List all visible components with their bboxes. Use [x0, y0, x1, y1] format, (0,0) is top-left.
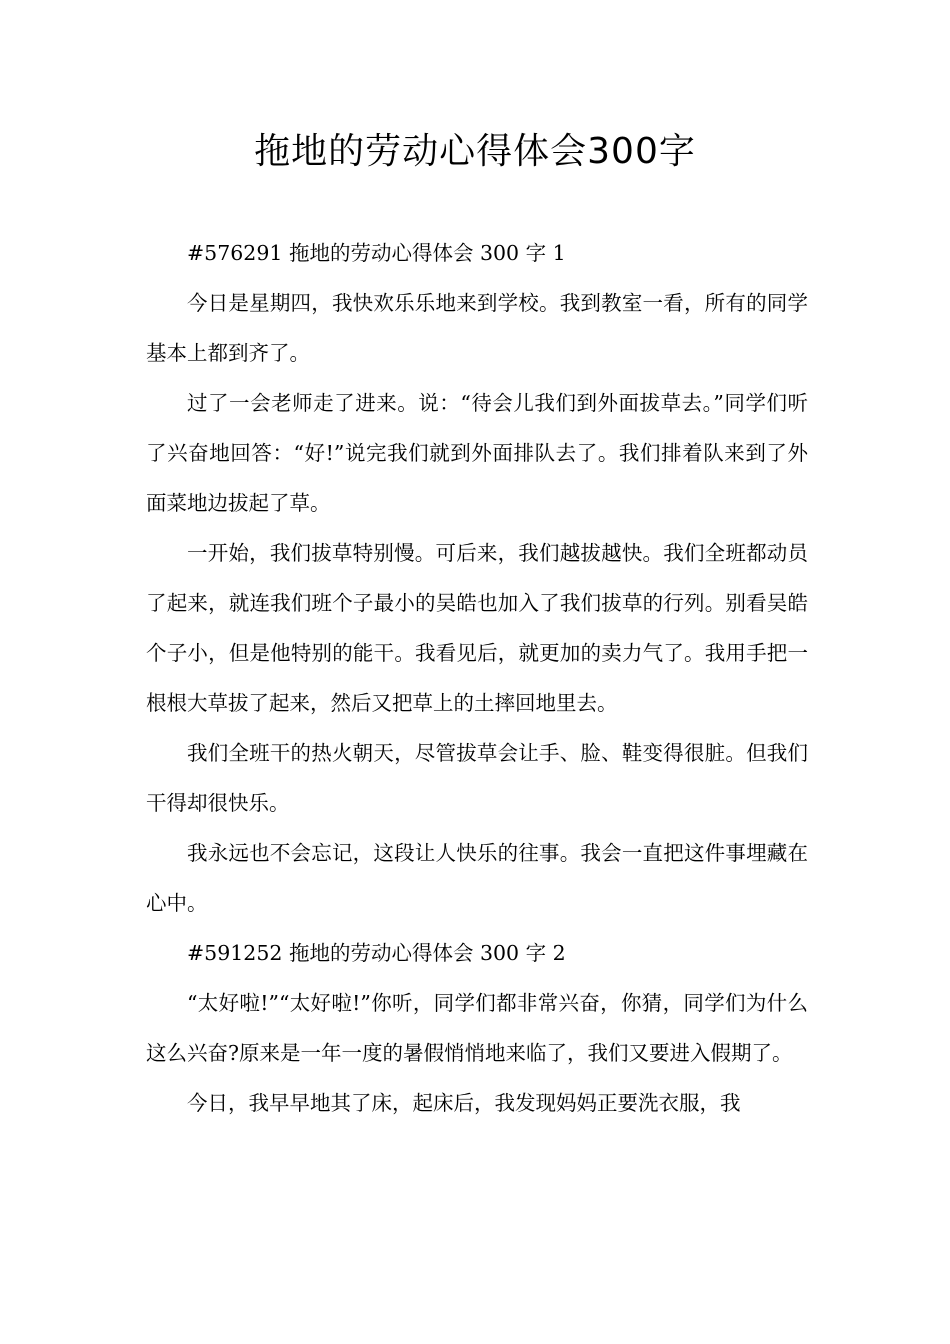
- paragraph: 我们全班干的热火朝天，尽管拔草会让手、脸、鞋变得很脏。但我们干得却很快乐。: [146, 741, 808, 815]
- paragraph: 今日是星期四，我快欢乐乐地来到学校。我到教室一看，所有的同学基本上都到齐了。: [146, 291, 808, 365]
- paragraph: 我永远也不会忘记，这段让人快乐的往事。我会一直把这件事埋藏在心中。: [146, 841, 808, 915]
- paragraph: 过了一会老师走了进来。说：“待会儿我们到外面拔草去。”同学们听了兴奋地回答：“好!”说完我们就到外面排队去了。我们排着队来到了外面菜地边拔起了草。: [146, 391, 808, 515]
- paragraph: 今日，我早早地其了床，起床后，我发现妈妈正要洗衣服，我: [187, 1091, 741, 1115]
- section-heading-2: #591252 拖地的劳动心得体会 300 字 2: [187, 941, 566, 965]
- paragraph: “太好啦!”“太好啦!”你听，同学们都非常兴奋，你猜，同学们为什么这么兴奋?原来是一年一度的暑假悄悄地来临了，我们又要进入假期了。: [146, 991, 808, 1065]
- document-title: 拖地的劳动心得体会300字: [254, 131, 696, 172]
- paragraph: 一开始，我们拔草特别慢。可后来，我们越拔越快。我们全班都动员了起来，就连我们班个子最小的吴皓也加入了我们拔草的行列。别看吴皓个子小，但是他特别的能干。我看见后，就更加的卖力气了。我用手把一根根大草拔了起来，然后又把草上的土摔回地里去。: [146, 541, 808, 715]
- section-heading-1: #576291 拖地的劳动心得体会 300 字 1: [187, 241, 566, 265]
- document-body: [146, 228, 808, 1128]
